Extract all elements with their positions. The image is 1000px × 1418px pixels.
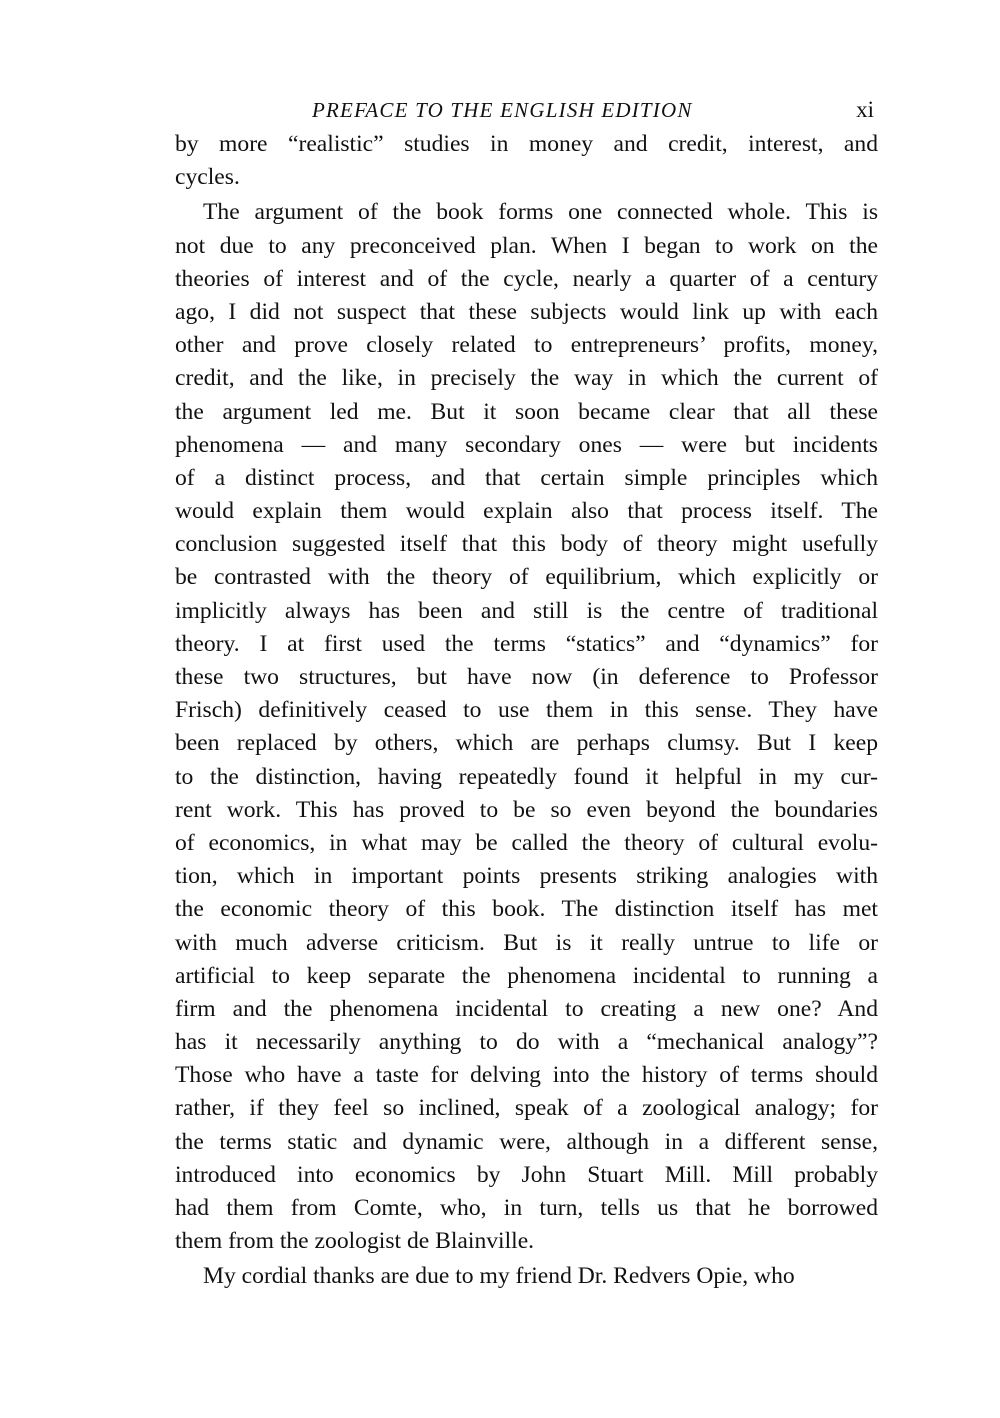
paragraph [175, 128, 878, 194]
text-line: conclusion suggested itself that this body of theory might usefully [175, 531, 878, 558]
running-header [175, 92, 878, 128]
text-line: tion, which in important points presents striking analogies with [175, 863, 878, 890]
text-line: artificial to keep separate the phenomena incidental to running a [175, 962, 878, 989]
text-line: implicitly always has been and still is the centre of traditional [175, 597, 878, 624]
text-line: them from the zoologist de Blainville. [175, 1228, 535, 1255]
text-line: rather, if they feel so inclined, speak of a zoological analogy; for [175, 1095, 878, 1122]
text-line: introduced into economics by John Stuart Mill. Mill probably [175, 1161, 878, 1188]
paragraph [175, 1260, 878, 1293]
text-line: the argument led me. But it soon became clear that all these [175, 398, 878, 425]
text-line: these two structures, but have now (in deference to Professor [175, 664, 878, 690]
text-line: The argument of the book forms one connected whole. This is [203, 199, 878, 226]
text-line: firm and the phenomena incidental to creating a new one? And [175, 995, 878, 1022]
text-line: theory. I at first used the terms “statics” and “dynamics” for [175, 630, 878, 657]
text-line: rent work. This has proved to be so even beyond the boundaries [175, 796, 878, 823]
document-page [175, 92, 878, 1294]
text-line: My cordial thanks are due to my friend Dr. Redvers Opie, who [203, 1263, 795, 1290]
text-line: the terms static and dynamic were, although in a different sense, [175, 1128, 878, 1155]
text-line: by more “realistic” studies in money and credit, interest, and [175, 131, 878, 157]
text-line: Those who have a taste for delving into the history of terms should [175, 1062, 878, 1089]
body-text [175, 128, 878, 1294]
text-line: with much adverse criticism. But is it really untrue to life or [175, 929, 878, 956]
text-line: theories of interest and of the cycle, nearly a quarter of a century [175, 265, 878, 292]
text-line: had them from Comte, who, in turn, tells us that he borrowed [175, 1195, 878, 1221]
text-line: not due to any preconceived plan. When I began to work on the [175, 232, 878, 259]
text-line: cycles. [175, 164, 240, 191]
page-number: xi [856, 97, 874, 122]
text-line: has it necessarily anything to do with a “mechanical analogy”? [175, 1029, 878, 1056]
text-line: be contrasted with the theory of equilibrium, which explicitly or [175, 564, 878, 591]
text-line: would explain them would explain also that process itself. The [175, 498, 878, 525]
text-line: to the distinction, having repeatedly found it helpful in my cur- [175, 763, 878, 790]
text-line: phenomena — and many secondary ones — were but incidents [175, 431, 878, 458]
text-line: of a distinct process, and that certain simple principles which [175, 464, 878, 491]
running-title: PREFACE TO THE ENGLISH EDITION [312, 98, 693, 122]
text-line: credit, and the like, in precisely the way in which the current of [175, 365, 878, 392]
text-line: the economic theory of this book. The distinction itself has met [175, 896, 878, 923]
text-line: been replaced by others, which are perhaps clumsy. But I keep [175, 730, 878, 757]
text-line: ago, I did not suspect that these subjects would link up with each [175, 298, 878, 325]
paragraph [175, 196, 878, 1258]
text-line: other and prove closely related to entrepreneurs’ profits, money, [175, 332, 878, 359]
text-line: Frisch) definitively ceased to use them in this sense. They have [175, 697, 878, 724]
text-line: of economics, in what may be called the theory of cultural evolu- [175, 829, 878, 856]
